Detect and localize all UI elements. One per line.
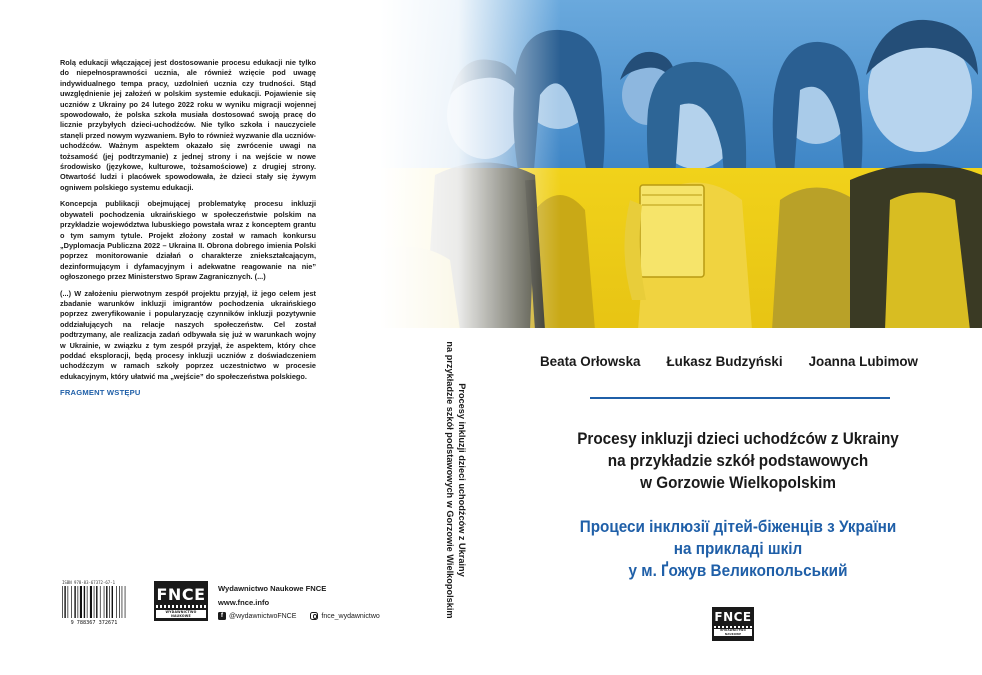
back-cover	[0, 0, 380, 675]
title-ukrainian-line-2: на прикладі шкіл	[673, 539, 803, 558]
barcode-bar	[74, 586, 75, 618]
barcode-bar	[94, 586, 95, 618]
instagram-icon	[310, 612, 318, 620]
title-polish	[537, 428, 938, 494]
barcode-bar	[125, 586, 126, 618]
author-1: Beata Orłowska	[540, 354, 641, 369]
barcode-bar	[90, 586, 92, 618]
author-2: Łukasz Budzyński	[666, 354, 783, 369]
publisher-social	[218, 612, 380, 620]
title-polish-line-2: na przykładzie szkół podstawowych	[607, 451, 869, 470]
fnce-logo-text: FNCE	[156, 585, 206, 604]
title-ukrainian-line-1: Процеси інклюзії дітей-біженців з України	[579, 517, 897, 536]
fnce-logo	[154, 581, 208, 621]
barcode-bar	[62, 586, 63, 618]
publisher-url: www.fnce.info	[218, 598, 270, 607]
fnce-front-logo-text: FNCE	[714, 610, 752, 624]
spine-title-line-2: na przykładzie szkół podstawowych w Gorzowie Wielkopolskim	[445, 341, 455, 619]
cover-photo-illustration	[380, 0, 982, 328]
title-ukrainian	[537, 516, 938, 582]
back-cover-blurb	[60, 58, 316, 399]
title-polish-line-3: w Gorzowie Wielkopolskim	[640, 473, 836, 492]
barcode-bar	[64, 586, 65, 618]
barcode-bar	[109, 586, 110, 618]
spine-title-line-1: Procesy inkluzji dzieci uchodźców z Ukrainy	[457, 383, 467, 577]
barcode-bar	[68, 586, 69, 618]
barcode-bar	[87, 586, 88, 618]
title-ukrainian-line-3: у м. Ґожув Великопольський	[628, 561, 848, 580]
barcode-bar	[84, 586, 85, 618]
blurb-paragraph-2: Koncepcja publikacji obejmującej problematykę procesu inkluzji obywateli pochodzenia ukraińskiego w społeczeństwie polskim na przykładzie województwa lubuskiego powstała wraz z konceptem grantu o tym samym tytule. Projekt złożony został w ramach konkursu „Dyplomacja Publiczna 2022 – Ukraina II. Obrona dobrego imienia Polski poprzez monitorowanie działań o charakterze zniekształcającym, dezinformującym i dyfamacyjnym i adekwatne reagowanie na nie” ogłoszonego przez Ministerstwo Spraw Zagranicznych. (...)	[60, 199, 316, 282]
barcode-bar	[71, 586, 72, 618]
fnce-front-logo	[712, 607, 754, 641]
barcode-bar	[100, 586, 101, 618]
facebook-icon: f	[218, 612, 226, 620]
title-polish-line-1: Procesy inkluzji dzieci uchodźców z Ukrainy	[577, 429, 899, 448]
barcode-bar	[106, 586, 107, 618]
isbn-barcode	[58, 583, 130, 625]
barcode-bar	[104, 586, 105, 618]
instagram-handle: fnce_wydawnictwo	[321, 612, 380, 620]
cover-photo	[380, 0, 982, 328]
publisher-name: Wydawnictwo Naukowe FNCE	[218, 584, 327, 593]
barcode-digits: 9 788367 372671	[70, 620, 118, 625]
author-3: Joanna Lubimow	[808, 354, 918, 369]
publisher-block	[154, 581, 384, 631]
isbn-text: ISBN 978-83-67372-67-1	[62, 580, 115, 585]
fragment-label: FRAGMENT WSTĘPU	[60, 388, 141, 398]
blurb-paragraph-3: (...) W założeniu pierwotnym zespół projektu przyjął, iż jego celem jest zbadanie warunków inkluzji imigrantów pochodzenia ukraińskiego poprzez zweryfikowanie i popularyzację czynników inkluzji pozytywnie oddziałujących na relacje naszych społeczeństw. Cel został podtrzymany, ale realizacja zadań odbywała się już w warunkach wojny w Ukrainie, w związku z tym zespół przyjął, że aspektem, który chce poddać eksploracji, będą procesy inkluzji uczniów z doświadczeniem uchodźczym w ramach szkoły poprzez uczestnictwo w procesie edukacyjnym, który ułatwić ma „wejście” do społeczeństwa polskiego.	[60, 288, 316, 381]
facebook-handle: @wydawnictwoFNCE	[229, 612, 297, 620]
authors	[540, 354, 960, 369]
book-spine	[445, 330, 512, 660]
blurb-paragraph-1: Rolą edukacji włączającej jest dostosowanie procesu edukacji nie tylko do niepełnosprawności ucznia, ale również wzięcie pod uwagę indywidualnego tempa pracy, uzdolnień ucznia czy trudności. Stąd uwzględnienie jej założeń w polskim systemie edukacji. Pojawienie się uczniów z Ukrainy po 24 lutego 2022 roku w wyniku migracji wojennej spowodowało, że polska szkoła musiała dostosować swoją pracę do licznie przybyłych dzieci-uchodźców. Nie tylko szkoła i nauczyciele stanęli przed nowym wyzwaniem. Było to również wyzwanie dla uczniów-uchodźców. Ważnym aspektem okazało się zwrócenie uwagi na tożsamość (jej podtrzymanie) z jednej strony i na wejście w nowe środowisko (językowe, kulturowe, tożsamościowe) z drugiej strony. Otwartość ludzi i placówek spowodowała, że dzieci stały się żywym ogniwem polskiego systemu edukacji.	[60, 58, 316, 192]
spine-title	[428, 330, 484, 630]
fnce-front-logo-subtext: WYDAWNICTWO NAUKOWE	[714, 629, 752, 636]
barcode-bar	[96, 586, 97, 618]
barcode-bar	[116, 586, 117, 618]
fnce-logo-subtext: WYDAWNICTWO NAUKOWE	[156, 610, 206, 618]
barcode-bar	[80, 586, 82, 618]
barcode-bar	[78, 586, 79, 618]
barcode-bar	[122, 586, 123, 618]
barcode-bar	[119, 586, 120, 618]
barcode-bar	[112, 586, 113, 618]
title-divider	[590, 397, 890, 399]
fnce-front-logo-stripe	[714, 626, 752, 628]
fnce-logo-stripe	[156, 605, 206, 608]
